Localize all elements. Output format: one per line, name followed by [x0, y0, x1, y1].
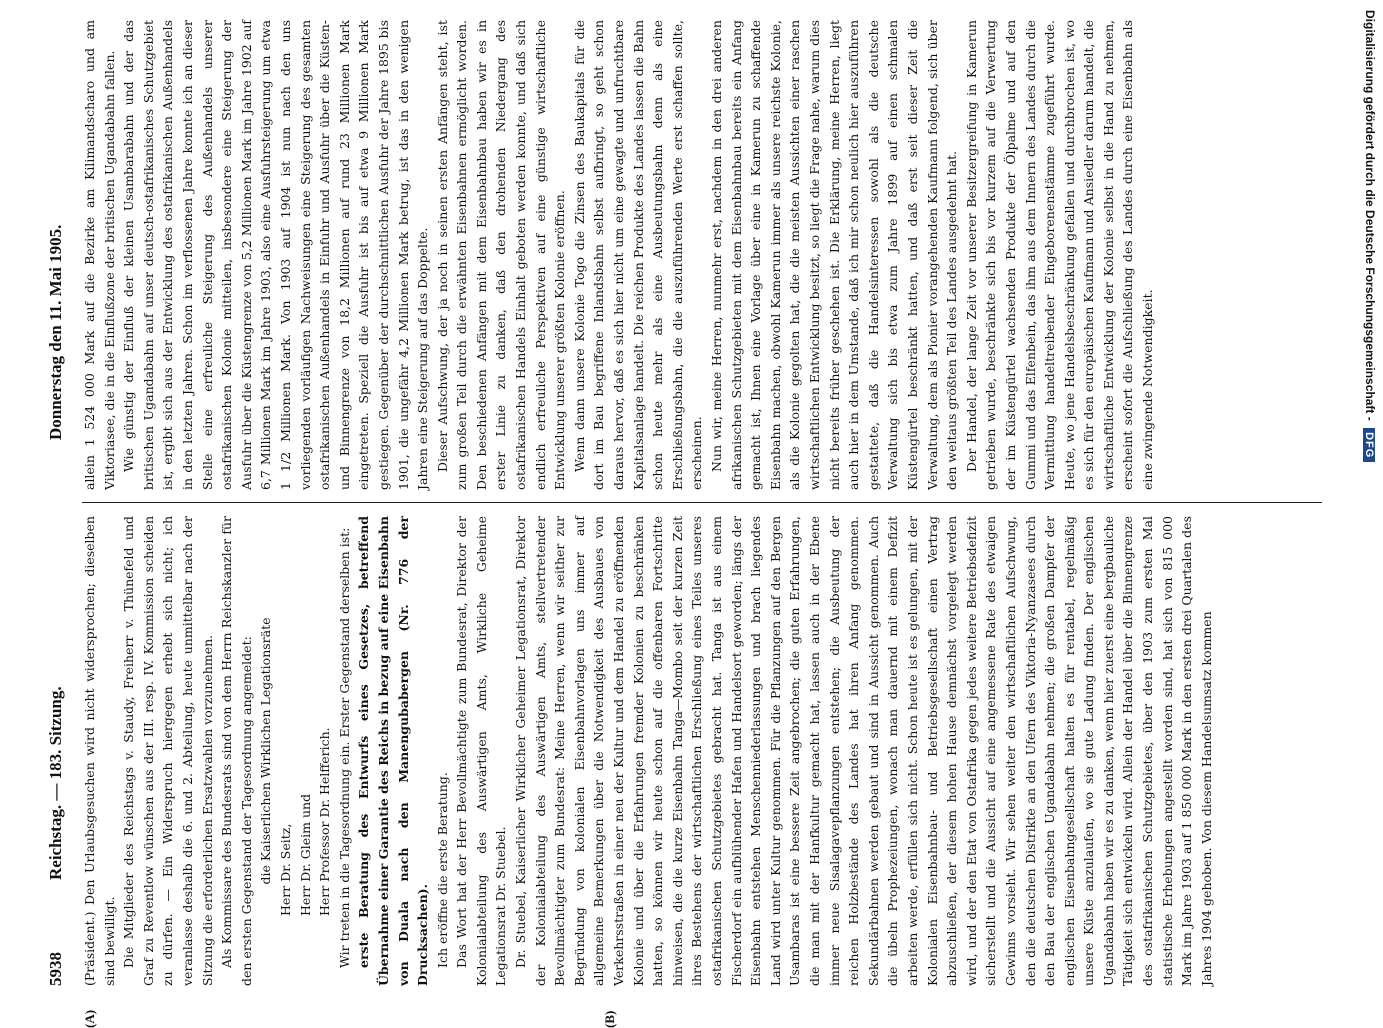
- paragraph: Die Mitglieder des Reichstags v. Staudy, Freiherr v. Thünefeld und Graf zu Reventlow wünschen aus der III. resp. IV. Kommission scheiden zu dürfen. — Ein Widerspruch hiergegen erhebt sich nicht; ich veranlasse deshalb die 6. und 2. Abteilung, heute unmittelbar nach der Sitzung die erforderlichen Ersatzwahlen vorzunehmen.: [121, 516, 215, 986]
- commissioner-name: Herr Dr. Seitz,: [277, 823, 293, 916]
- paragraph: Dieser Aufschwung, der ja noch in seinen ersten Anfängen steht, ist zum großen Teil durch die erwähnten Eisenbahnen ermöglicht worden. Den beschiedenen Anfängen mit dem Eisenbahnbau haben wir es in erster Linie zu danken, daß den drohenden Niedergang des ostafrikanischen Handels Einhalt geboten werden konnte, und daß sich endlich erfreuliche Perspektiven auf eine günstige wirtschaftliche Entwicklung unserer größten Kolonie eröffnen.: [434, 20, 568, 490]
- page-number: 5938: [46, 952, 65, 986]
- credit-text: Digitalisierung gefördert durch die Deutsche Forschungsgemeinschaft -: [1363, 10, 1377, 421]
- speech-paragraph: Dr. Stuebel, Kaiserlicher Wirklicher Geheimer Legationsrat, Direktor der Kolonialabteilung des Auswärtigen Amts, stellvertretender Bevollmächtigter zum Bundesrat: Meine Herren, wenn wir seither zur Begründung von kolonialen Eisenbahnvorlagen uns immer auf allgemeine Bemerkungen über die Notwendigkeit des Ausbaues von Verkehrsstraßen in einer neu der Kultur und dem Handel zu eröffnenden Kolonie und über die Erfahrungen fremder Kolonien zu beschränken hatten, so können wir heute schon auf die offenbaren Fortschritte hinweisen, die die kurze Eisenbahn Tanga—Mombo seit der kurzen Zeit ihres Bestehens der wirtschaftlichen Erschließung eines Teiles unseres ostafrikanischen Schutzgebietes gebracht hat. Tanga ist aus einem Fischerdorf ein aufblühender Hafen und Handelsort geworden; längs der Eisenbahn entstehen Menschenniederlassungen und brach liegendes Land wird unter Kultur genommen. Für die Pflanzungen auf den Bergen Usambaras ist eine bessere Zeit angebrochen; die guten Erfahrungen, die man mit der Hanfkultur gemacht hat, lassen auch in der Ebene immer neue Sisalagavepflanzungen entstehen; die Ausbeutung der reichen Holzbestände des Landes hat ihren Anfang genommen. Sekundärbahnen werden gebaut und sind in Aussicht genommen. Auch die übeln Prophezeiungen, wonach man dauernd mit einem Defizit arbeiten werde, erfüllen sich nicht. Schon heute ist es gelungen, mit der Kolonialen Eisenbahnbau- und Betriebsgesellschaft einen Vertrag abzuschließen, der diesem hohen Hause demnächst vorgelegt werden wird, und der den Etat von Ostafrika gegen jedes weitere Betriebsdefizit sicherstellt und die Aussicht auf eine angemessene Rate des etwaigen Gewinns vorsieht. Wir sehen weiter den wirtschaftlichen Aufschwung, den die deutschen Distrikte an den Ufern des Viktoria-Nyanzasees durch den Bau der englischen Ugandabahn nehmen; die großen Dampfer der englischen Eisenbahngesellschaft halten es für rentabel, regelmäßig unsere Küste anzulaufen, wo sie gute Ladung finden. Der englischen Ugandabahn haben wir es zu danken, wenn hier zuerst eine bergbauliche Tätigkeit sich entwickeln wird. Allein der Handel über die Binnengrenze des ostafrikanischen Schutzgebietes, über den 1903 zum ersten Mal statistische Erhebungen angestellt worden sind, hat sich von 815 000 Mark im Jahre 1903 auf 1 850 000 Mark in den ersten drei Quartalen des Jahres 1904 gehoben. Von diesem Handelsumsatz kommen: [513, 516, 1214, 986]
- rotated-page: [42, 0, 1338, 1028]
- session-date: Donnerstag den 11. Mai 1905.: [46, 224, 65, 440]
- paragraph: Nun wir, meine Herren, nunmehr erst, nachdem in den drei anderen afrikanischen Schutzgebieten mit dem Eisenbahnbau bereits ein Anfang gemacht ist, Ihnen eine Vorlage über eine in Kamerun zu schaffende Eisenbahn machen, obwohl Kamerun immer als unsere reichste Kolonie, als die Kolonie gegolten hat, die die meisten Aussichten einer raschen wirtschaftlichen Entwicklung besitzt, so liegt die Frage nahe, warum dies nicht bereits früher geschehen ist. Die Erklärung, meine Herren, liegt auch hier in dem Umstande, daß ich mir schon neulich hier auszuführen gestattete, daß die Handelsinteressen sowohl als die deutsche Verwaltung sich bis etwa zum Jahre 1899 auf einen schmalen Küstengürtel beschränkt hatten, und daß erst seit dieser Zeit die Verwaltung, dem als Pionier vorangehenden Kaufmann folgend, sich über den weitaus größten Teil des Landes ausgedehnt hat.: [709, 20, 960, 490]
- left-column: [80, 516, 1320, 986]
- paragraph: (Präsident.) Den Urlaubsgesuchen wird nicht widersprochen; dieselben sind bewilligt.: [82, 516, 117, 986]
- commissioner-name: Herr Professor Dr. Helfferich.: [317, 727, 333, 916]
- margin-marker-b: (B): [602, 1010, 617, 1028]
- paragraph: Das Wort hat der Herr Bevollmächtigte zum Bundesrat, Direktor der Kolonialabteilung des Auswärtigen Amts, Wirkliche Geheime Legationsrat Dr. Stuebel.: [454, 516, 509, 986]
- right-column: [80, 20, 1320, 490]
- paragraph: Wir treten in die Tagesordnung ein. Erster Gegenstand derselben ist:: [336, 527, 352, 968]
- paragraph: Ich eröffne die erste Beratung.: [434, 772, 450, 968]
- dfg-logo: DFG: [1363, 428, 1375, 462]
- commissioner-name: Herr Dr. Gleim und: [297, 793, 313, 916]
- paragraph: Wenn dann unsere Kolonie Togo die Zinsen des Baukapitals für die dort im Bau begriffene Inlandsbahn selbst aufbringt, so geht schon daraus hervor, daß es sich hier nicht um eine gewagte und unfruchtbare Kapitalsanlage handelt. Die reichen Produkte des Landes lassen die Bahn schon heute mehr als eine Ausbeutungsbahn denn als eine Erschließungsbahn, die die auszuführenden Werte erst schaffen sollte, erscheinen.: [571, 20, 705, 490]
- margin-marker-a: (A): [82, 1009, 97, 1028]
- paragraph: die Kaiserlichen Wirklichen Legationsräte: [258, 617, 274, 885]
- column-divider: [82, 502, 1322, 503]
- paragraph: Der Handel, der lange Zeit vor unserer Besitzergreifung in Kamerun getrieben wurde, beschränkte sich bis vor kurzem auf die Verwertung der im Küstengürtel wachsenden Produkte der Ölpalme und auf den Gummi und das Elfenbein, das ihm aus dem Innern des Landes durch die Vermittlung handeltreibender Eingeborenenstämme zugeführt wurde. Heute, wo jene Handelsbeschränkung gefallen und durchbrochen ist, wo es sich für den europäischen Kaufmann und Ansiedler darum handelt, die wirtschaftliche Entwicklung der Kolonie selbst in die Hand zu nehmen, erscheint sofort die Aufschließung des Landes durch eine Eisenbahn als eine zwingende Notwendigkeit.: [963, 20, 1156, 490]
- digitization-credit: [1355, 10, 1377, 990]
- agenda-item: erste Beratung des Entwurfs eines Gesetzes, betreffend Übernahme einer Garantie des Reichs in bezug auf eine Eisenbahn von Duala nach den Manengubabergen (Nr. 776 der Drucksachen).: [356, 516, 431, 986]
- session-title: Reichstag. — 183. Sitzung.: [46, 686, 65, 880]
- paragraph: Wie günstig der Einfluß der kleinen Usambarabahn und der das britischen Ugandabahn auf unser deutsch-ostafrikanisches Schutzgebiet ist, ergibt sich aus der Entwicklung des ostafrikanischen Außenhandels in den letzten Jahren. Schon im verflossenen Jahre konnte ich an dieser Stelle eine erfreuliche Steigerung des Außenhandels unserer ostafrikanischen Kolonie mitteilen, insbesondere eine Steigerung der Ausfuhr über die Küstengrenze von 5,2 Millionen Mark im Jahre 1902 auf 6,7 Millionen Mark im Jahre 1903, also eine Ausfuhrsteigerung um etwa 1 1/2 Millionen Mark. Von 1903 auf 1904 ist nun nach den uns vorliegenden vorläufigen Nachweisungen eine Steigerung des gesamten ostafrikanischen Außenhandels in Einfuhr und Ausfuhr über die Küsten- und Binnengrenze von 18,2 Millionen auf rund 23 Millionen Mark eingetreten. Speziell die Ausfuhr ist bis auf etwa 9 Millionen Mark gestiegen. Gegenüber der durchschnittlichen Ausfuhr der Jahre 1895 bis 1901, die ungefähr 4,2 Millionen Mark betrug, ist das in den wenigen Jahren eine Steigerung auf das Doppelte.: [121, 20, 431, 490]
- paragraph: Als Kommissare des Bundesrats sind von dem Herrn Reichskanzler für den ersten Gegenstand der Tagesordnung angemeldet:: [219, 516, 254, 986]
- paragraph: allein 1 524 000 Mark auf die Bezirke am Kilimandscharo und am Viktoriasee, die in die Einflußzone der britischen Ugandabahn fallen.: [82, 20, 117, 490]
- running-head: [42, 0, 76, 1000]
